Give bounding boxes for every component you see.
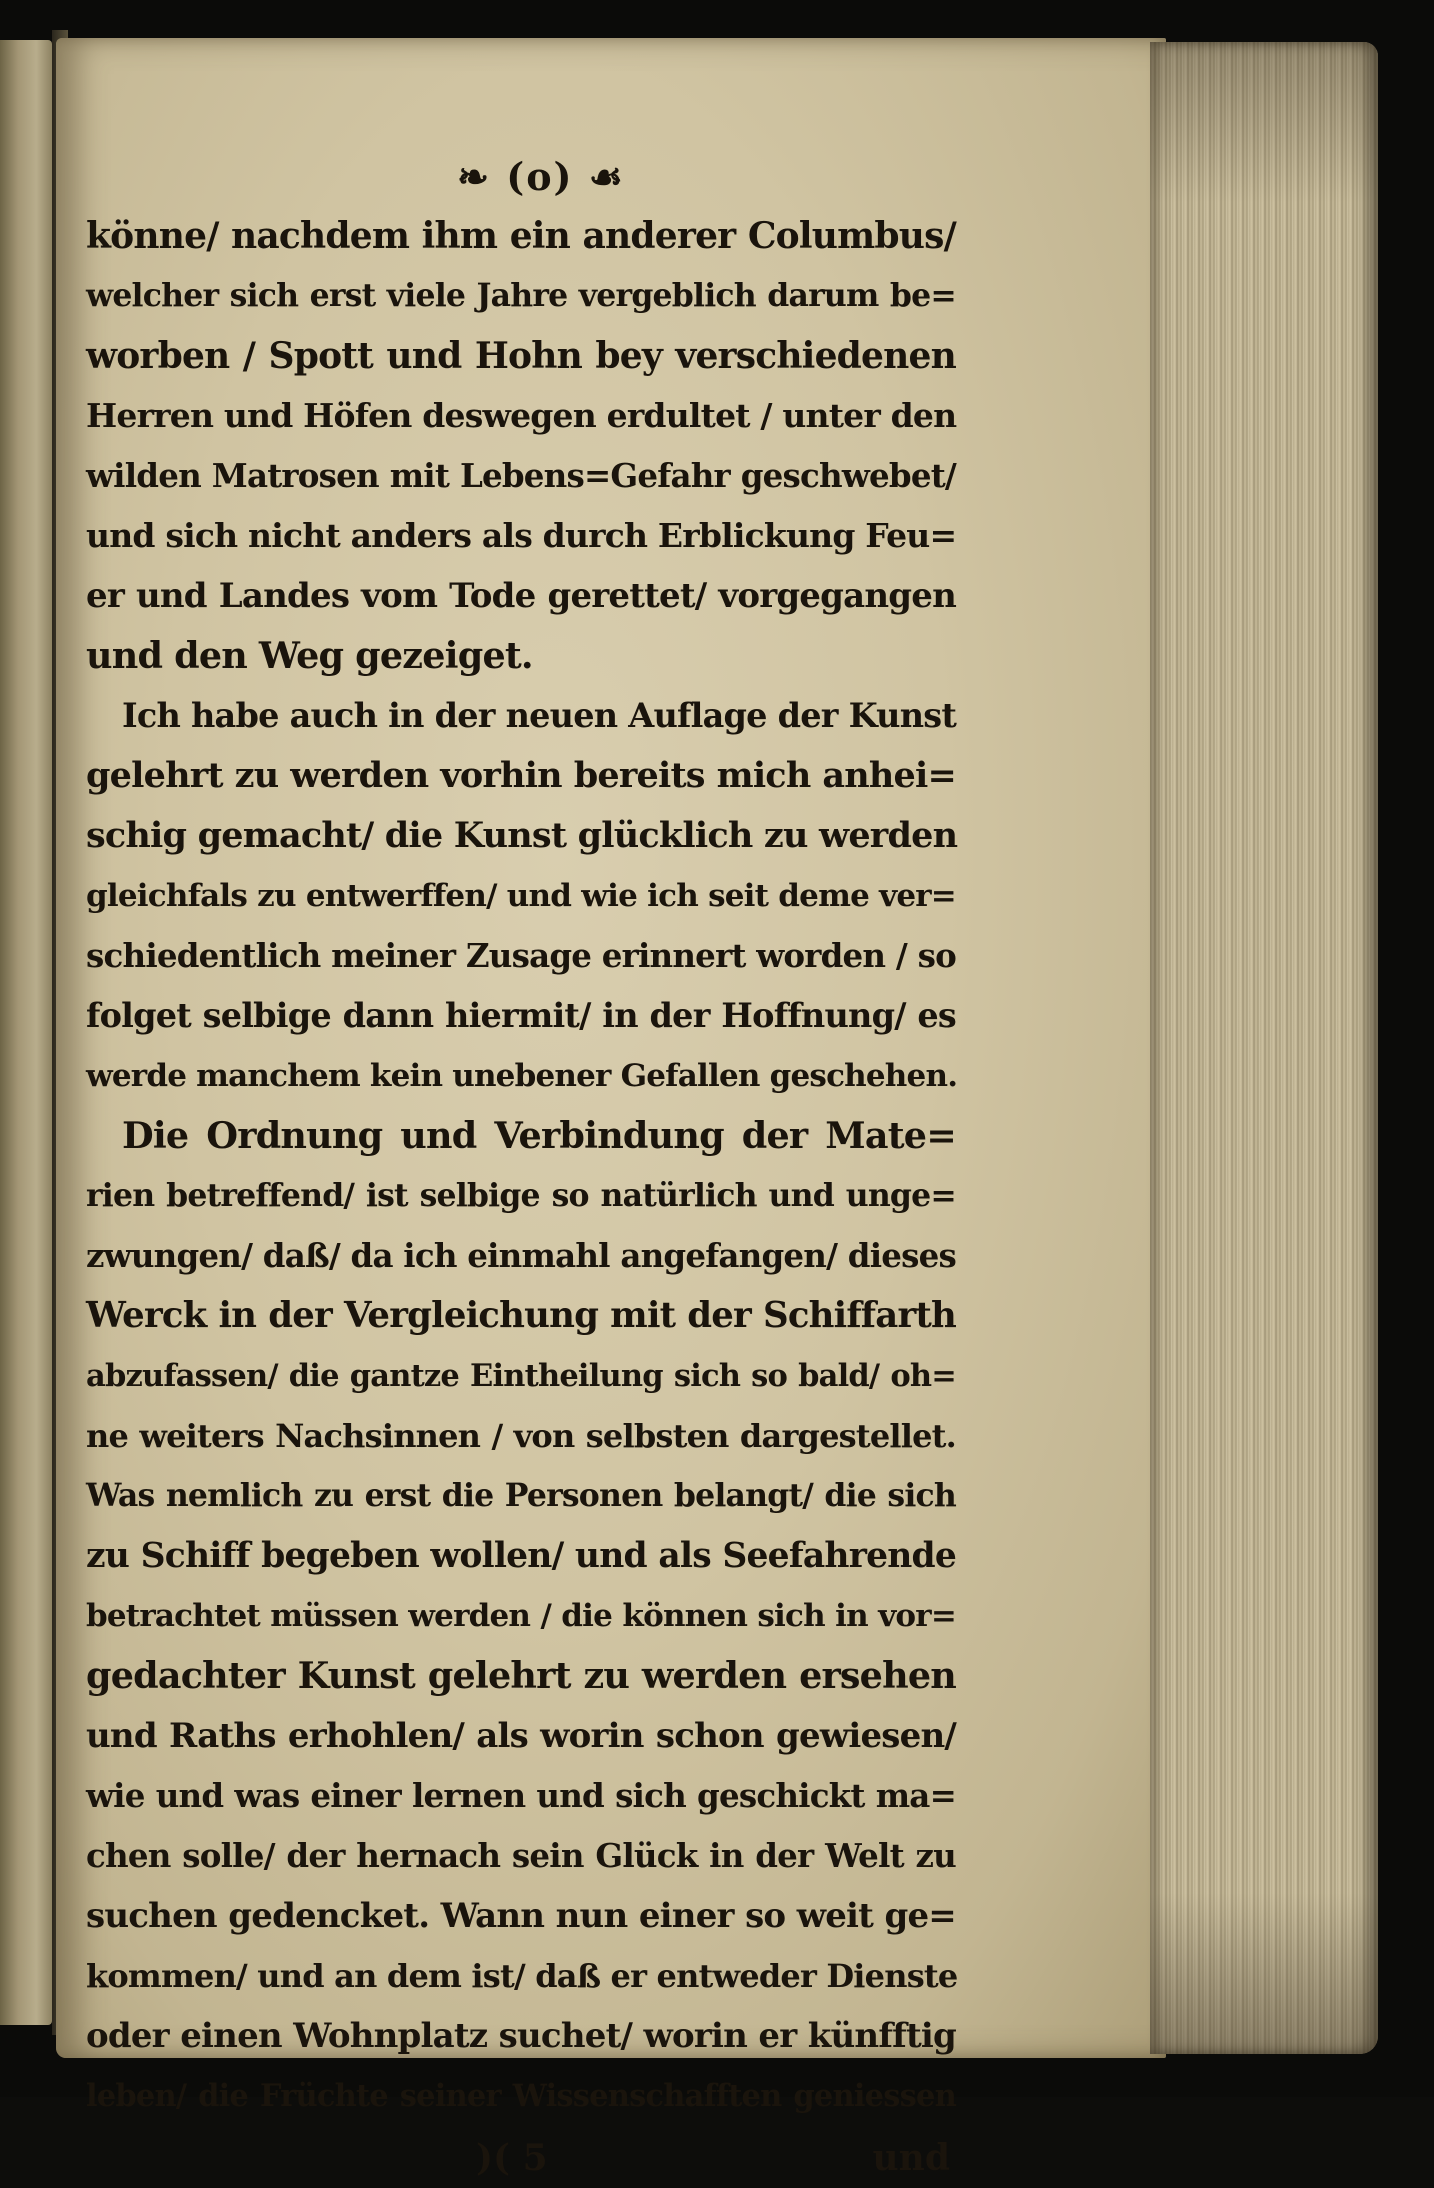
previous-page-edge [0, 40, 52, 2025]
page-footer [86, 2128, 956, 2188]
text-line-16: Die Ordnung und Verbindung der Mate= [122, 1114, 956, 1157]
text-line-7: er und Landes vom Tode gerettet/ vorgegangen [86, 576, 956, 616]
text-line-1: könne/ nachdem ihm ein anderer Columbus/ [86, 215, 956, 257]
catchword: und [872, 2137, 950, 2179]
text-line-22: Was nemlich zu erst die Personen belangt/ die sich [86, 1477, 956, 1514]
text-line-2: welcher sich erst viele Jahre vergeblich darum be= [86, 277, 956, 314]
text-line-25: gedachter Kunst gelehrt zu werden ersehen [86, 1654, 956, 1697]
text-line-20: abzufassen/ die gantze Eintheilung sich so bald/ oh= [86, 1358, 956, 1394]
text-line-11: schig gemacht/ die Kunst glücklich zu werden [86, 815, 958, 856]
text-line-32: leben/ die Früchte seiner Wissenschafften geniessen [86, 2078, 956, 2114]
text-line-13: schiedentlich meiner Zusage erinnert worden / so [86, 936, 956, 975]
text-line-29: suchen gedencket. Wann nun einer so weit ge= [86, 1896, 956, 1936]
text-line-17: rien betreffend/ ist selbige so natürlich und unge= [86, 1177, 956, 1214]
page-stack-fore-edge [1150, 42, 1378, 2054]
text-line-27: wie und was einer lernen und sich geschickt ma= [86, 1776, 956, 1815]
ornament-right-icon: ☙ [588, 154, 625, 199]
text-line-18: zwungen/ daß/ da ich einmahl angefangen/ dieses [86, 1236, 956, 1275]
text-line-26: und Raths erhohlen/ als worin schon gewiesen/ [86, 1716, 956, 1756]
text-line-30: kommen/ und an dem ist/ daß er entweder Dienste [86, 1957, 958, 1995]
text-line-10: gelehrt zu werden vorhin bereits mich anhei= [86, 755, 956, 796]
text-line-14: folget selbige dann hiermit/ in der Hoffnung/ es [86, 996, 956, 1035]
text-line-15: werde manchem kein unebener Gefallen geschehen. [86, 1058, 958, 1094]
signature-mark: )( 5 [476, 2137, 548, 2179]
text-line-24: betrachtet müssen werden / die können sich in vor= [86, 1598, 956, 1634]
ornament-left-icon: ❧ [457, 154, 491, 199]
text-line-9: Ich habe auch in der neuen Auflage der Kunst [122, 696, 956, 735]
text-line-3: worben / Spott und Hohn bey verschiedenen [86, 335, 956, 377]
page-header-ornament [126, 148, 956, 206]
text-line-5: wilden Matrosen mit Lebens=Gefahr geschwebet/ [86, 456, 956, 495]
text-line-8: und den Weg gezeiget. [86, 634, 533, 677]
page-text-block [86, 148, 956, 2188]
text-line-31: oder einen Wohnplatz suchet/ worin er künfftig [86, 2016, 956, 2056]
text-line-12: gleichfals zu entwerffen/ und wie ich seit deme ver= [86, 878, 956, 914]
text-line-6: und sich nicht anders als durch Erblickung Feu= [86, 516, 957, 555]
text-line-21: ne weiters Nachsinnen / von selbsten dargestellet. [86, 1417, 956, 1455]
page-header-label: (o) [506, 154, 574, 199]
text-line-19: Werck in der Vergleichung mit der Schiffarth [86, 1295, 956, 1336]
text-line-23: zu Schiff begeben wollen/ und als Seefahrende [86, 1536, 956, 1576]
text-line-4: Herren und Höfen deswegen erdultet / unter den [86, 396, 957, 435]
text-line-28: chen solle/ der hernach sein Glück in der Welt zu [86, 1836, 956, 1875]
